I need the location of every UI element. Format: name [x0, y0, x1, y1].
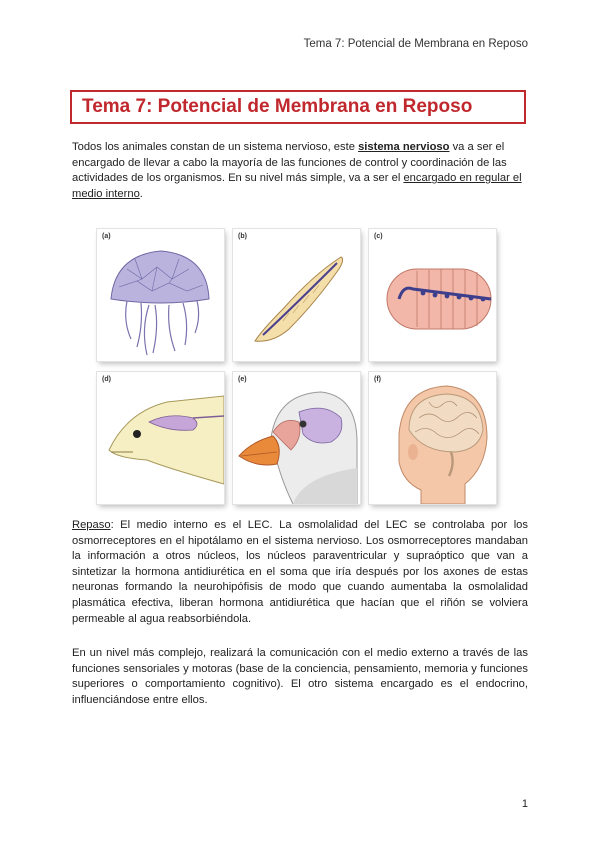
figure-panel-a [97, 229, 224, 361]
page-title: Tema 7: Potencial de Membrana en Reposo [82, 96, 473, 117]
jellyfish-nerve-net-icon [97, 229, 224, 361]
panel-label-b: (b) [238, 233, 247, 240]
repaso-label: Repaso [72, 519, 111, 531]
annelid-ganglia-icon [369, 229, 496, 361]
panel-label-f: (f) [374, 376, 381, 383]
fish-head-brain-icon [97, 372, 224, 504]
repaso-paragraph [72, 518, 528, 627]
complex-level-paragraph: En un nivel más complejo, realizará la comunicación con el medio externo a través de las funciones sensoriales y motoras (base de la conciencia, pensamiento, memoria y funciones superiores o comportamiento cognitivo). El otro sistema encargado es el endocrino, influenciándose entre ellos. [72, 647, 528, 706]
figure-panel-e [233, 372, 360, 504]
figure-panel-d [97, 372, 224, 504]
intro-bold-term: sistema nervioso [358, 141, 450, 153]
amphioxus-nerve-cord-icon [233, 229, 360, 361]
panel-label-a: (a) [102, 233, 111, 240]
panel-label-d: (d) [102, 376, 111, 383]
human-head-brain-icon [369, 372, 496, 504]
running-header: Tema 7: Potencial de Membrana en Reposo [303, 38, 528, 50]
panel-label-c: (c) [374, 233, 383, 240]
intro-underlined-phrase: encargado en regular el medio interno [72, 172, 522, 200]
intro-paragraph [72, 140, 528, 202]
figure-panel-f [369, 372, 496, 504]
panel-label-e: (e) [238, 376, 247, 383]
intro-text-3: . [139, 187, 143, 200]
figure-panel-c [369, 229, 496, 361]
intro-text-1: Todos los animales constan de un sistema nervioso, este [72, 141, 359, 153]
page-number: 1 [521, 798, 528, 810]
intro-text-2: va a ser el encargado de llevar a cabo la mayoría de las funciones de control y coordinación de las actividades de los organismos. En su nivel más simple, va a ser el [72, 141, 507, 185]
title-box [70, 90, 526, 124]
figure-panel-b [233, 229, 360, 361]
repaso-text: : El medio interno es el LEC. La osmolalidad del LEC se controlaba por los osmorreceptores en el hipotálamo en el sistema nervioso. Los osmorreceptores mandaban la información a otros núcleos, los núcleos paraventricular y supraóptico que van a sintetizar la hormona antidiurética en el soma que iría después por los axones de estas neuronas formando la neurohipófisis de modo que cuando aumentaba la osmolalidad plasmática efectiva, liberan hormona antidiurética que hacían que el riñón se volviera permeable al agua reabsorbiéndola. [72, 519, 528, 625]
bird-head-brain-icon [233, 372, 360, 504]
